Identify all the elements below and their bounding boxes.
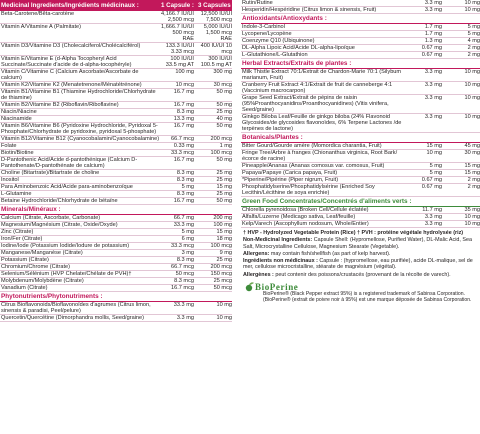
ingredient-row: [241, 163, 480, 170]
amount-1-capsule: 16.7 mg: [173, 102, 194, 108]
allergens-text: may contain fish/shellfish (as part of kelp harvest).: [270, 250, 391, 257]
amount-3-capsules: 2 mg: [467, 177, 480, 183]
amount-3-capsules: 30 mg: [464, 150, 480, 156]
amount-3-capsules: 50 mg: [216, 198, 232, 204]
amount-1-capsule: 8.3 mg: [176, 191, 194, 197]
amount-3-capsules: 1 mg: [219, 143, 232, 149]
amount-3-capsules: 2 mg: [467, 45, 480, 51]
ingredient-name: Manganese/Manganèse (Citrate): [1, 250, 83, 256]
amount-3-capsules: 50 mg: [216, 123, 232, 129]
ingredient-name: Vitamin B12/Vitamine B12 (Cyanocobalamin/Cyanocobalamine): [1, 136, 160, 142]
amount-3-capsules: 25 mg: [216, 191, 232, 197]
ingredient-row: [241, 31, 480, 38]
ingredient-name: Alfalfa/Luzerne (Medicago sativa, Leaf/feuille): [242, 214, 356, 220]
amount-3-capsules: 25 mg: [216, 109, 232, 115]
ingredient-name: Folate: [1, 143, 17, 149]
header-col2: 3 Capsules :: [198, 2, 235, 9]
ingredient-row: [0, 257, 232, 264]
amount-1-capsule: 100 IU/UI 33.5 mg AT: [165, 56, 194, 68]
ingredient-row: [241, 221, 480, 228]
header-col1: 1 Capsule :: [160, 2, 194, 9]
amount-3-capsules: 50 mg: [216, 102, 232, 108]
ingredient-name: Indole-3-Carbinol: [242, 24, 285, 30]
ingredient-row: [0, 264, 232, 271]
ingredient-row: [241, 82, 480, 95]
ingredient-row: [241, 52, 480, 59]
header-title: Medicinal Ingredients/Ingrédients médicinaux :: [1, 2, 139, 9]
ingredient-row: [241, 7, 480, 14]
ingredient-name: Milk Thistle Extract 70:1/Extrait de Chardon-Marie 70:1 (Silybum marianum, Fruit): [242, 69, 402, 81]
ingredient-row: [0, 215, 232, 222]
amount-3-capsules: 18 mg: [216, 236, 232, 242]
ingredient-row: [0, 315, 232, 322]
amount-3-capsules: 10 mg: [464, 221, 480, 227]
section-heading: Botanicals/Plantes :: [241, 133, 480, 143]
ingredient-name: D-Pantothenic Acid/Acide d-pantothénique (Calcium D-Pantothenate/D-pantothénate de calcium): [1, 157, 138, 169]
amount-1-capsule: 3 mg: [181, 250, 194, 256]
amount-1-capsule: 66.7 mcg: [170, 264, 194, 270]
pepper-leaf-icon: [243, 281, 255, 293]
ingredient-row: [241, 24, 480, 31]
ingredient-name: Selenium/Sélénium (HVP Chelate/Chélate de PVH)†: [1, 271, 132, 277]
hvp-footnote: † HVP - Hydrolyzed Vegetable Protein (Rice) † PVH : protéine végétale hydrolysée (riz): [243, 230, 464, 236]
amount-3-capsules: 25 mcg: [213, 278, 232, 284]
ingredient-row: [0, 157, 232, 170]
amount-3-capsules: 100 mg: [213, 222, 232, 228]
ingredient-row: [0, 236, 232, 243]
ingredient-row: [0, 184, 232, 191]
nmi-text: Capsule Shell: (Hypromellose, Purified Water), DL-Malic Acid, Sea Salt, Microcrystalline Cellulose, Magnesium Stearate (Vegetable).: [243, 237, 472, 250]
ingredient-row: [0, 177, 232, 184]
amount-1-capsule: 1.7 mg: [424, 24, 442, 30]
ingredient-name: Magnesium/Magnésium (Citrate, Oxide/Oxyde): [1, 222, 118, 228]
ingredient-name: *Piperine/Pipérine (Piper nigrum, Fruit): [242, 177, 339, 183]
allergens-fr-label: Allergènes :: [243, 271, 274, 278]
ingredient-name: Vitamin B6/Vitamine B6 (Pyridoxine Hydrochloride, Pyridoxal 5-Phosphate/Chlorhydrate de pyridoxine, pyridoxal 5-phosphate): [1, 123, 158, 135]
ingredient-name: Citrus Bioflavonoids/Bioflavonoïdes d'agrumes (Citrus limon, sinensis & paradisi, Peel/pelure): [1, 302, 151, 314]
amount-3-capsules: 400 IU/UI 10 mcg: [200, 43, 232, 55]
amount-1-capsule: 33.3 mcg: [170, 243, 194, 249]
ingredient-row: [0, 69, 232, 82]
amount-1-capsule: 1.3 mg: [424, 38, 442, 44]
amount-1-capsule: 3.3 mg: [424, 7, 442, 13]
amount-1-capsule: 3.3 mg: [424, 69, 442, 75]
amount-3-capsules: 10 mg: [464, 0, 480, 6]
ingredient-name: DL-Alpha Lipoic Acid/Acide DL-alpha-lipoïque: [242, 45, 355, 51]
amount-1-capsule: 8.3 mg: [176, 257, 194, 263]
table-header: [0, 0, 235, 11]
amount-1-capsule: 5 mg: [181, 184, 194, 190]
allergens-label: Allergens:: [243, 250, 270, 257]
amount-3-capsules: 100 mcg: [210, 243, 232, 249]
amount-3-capsules: 15 mg: [464, 163, 480, 169]
amount-3-capsules: 35 mg: [464, 207, 480, 213]
ingredient-name: Lycopene/Lycopène: [242, 31, 292, 37]
ingredient-row: [0, 198, 232, 205]
ingredient-name: Phosphatidylserine/Phosphatidylsérine (Enriched Soy Lecithin/Lécithine de soya enrichie): [242, 184, 375, 196]
amount-3-capsules: 200 mcg: [210, 136, 232, 142]
amount-1-capsule: 10 mcg: [175, 82, 194, 88]
ingredient-row: [0, 278, 232, 285]
section-heading: Minerals/Minéraux :: [0, 205, 232, 215]
ingredient-name: Quercetin/Quercétine (Dimorphandra mollis, Seed/graine): [1, 315, 145, 321]
amount-1-capsule: 50 mcg: [175, 271, 194, 277]
amount-1-capsule: 66.7 mcg: [170, 136, 194, 142]
ingredient-name: Kelp/Varech (Ascophyllum nodosum, Whole/Entier): [242, 221, 369, 227]
allergens-fr-text: peut contenir des poissons/crustacés (provenant de la récolte de varech).: [275, 271, 451, 278]
amount-1-capsule: 16.7 mg: [173, 157, 194, 163]
amount-3-capsules: 15 mg: [464, 170, 480, 176]
ingredient-row: [241, 143, 480, 150]
amount-3-capsules: 50 mcg: [213, 285, 232, 291]
inm-text: Capsule : (hypromellose, eau purifiée), acide DL-malique, sel de mer, cellulose microcristalline, stéarate de magnésium (végétal).: [243, 258, 473, 271]
amount-3-capsules: 25 mg: [216, 257, 232, 263]
amount-3-capsules: 12,500 IU/UI 7,500 mcg: [200, 11, 232, 23]
ingredient-name: Chromium/Chrome (Citrate): [1, 264, 71, 270]
ingredient-row: [0, 243, 232, 250]
amount-1-capsule: 16.7 mg: [173, 123, 194, 129]
ingredient-row: [0, 302, 232, 315]
ingredient-name: Fringe Tree/Arbre à franges (Chionanthus virginica, Root Bark/écorce de racine): [242, 150, 398, 162]
ingredient-name: Vitamin E/Vitamine E (d-Alpha Tocopheryl Acid Succinate/Succinate d'acide de d-alpha-tocophéryle): [1, 56, 132, 68]
amount-3-capsules: 300 IU/UI 100.5 mg AT: [200, 56, 232, 68]
amount-3-capsules: 2 mg: [467, 184, 480, 190]
amount-1-capsule: 33.3 mg: [173, 302, 194, 308]
allergens-fr: [241, 271, 480, 278]
amount-1-capsule: 3.3 mg: [176, 315, 194, 321]
amount-3-capsules: 50 mg: [216, 157, 232, 163]
ingredient-name: Biotin/Biotine: [1, 150, 34, 156]
amount-1-capsule: 5 mg: [181, 229, 194, 235]
amount-1-capsule: 100 mg: [175, 69, 194, 75]
amount-3-capsules: 10 mg: [464, 69, 480, 75]
ingredient-name: Molybdenum/Molybdène (Citrate): [1, 278, 84, 284]
amount-1-capsule: 4,166.7 IU/UI 2,500 mcg: [161, 11, 194, 23]
ingredient-name: Zinc (Citrate): [1, 229, 34, 235]
ingredient-name: Rutin/Rutine: [242, 0, 273, 6]
amount-3-capsules: 25 mg: [216, 177, 232, 183]
ingredient-name: Potassium (Citrate): [1, 257, 49, 263]
ingredient-name: Vitamin B1/Vitamine B1 (Thiamine Hydrochloride/Chlorhydrate de thiamine): [1, 89, 156, 101]
amount-1-capsule: 5 mg: [429, 163, 442, 169]
ingredient-row: [0, 56, 232, 69]
ingredient-row: [0, 136, 232, 143]
amount-1-capsule: 3.3 mg: [424, 214, 442, 220]
inm-label: Ingrédients non médicinaux :: [243, 258, 318, 265]
amount-3-capsules: 4 mg: [467, 38, 480, 44]
ingredient-row: [241, 114, 480, 133]
ingredient-name: Beta-Carotene/Bêta-carotène: [1, 11, 75, 17]
section-heading: Phytonutrients/Phytonutriments :: [0, 292, 232, 302]
amount-3-capsules: 100 mcg: [210, 150, 232, 156]
ingredient-row: [0, 229, 232, 236]
ingredient-name: Niacinamide: [1, 116, 32, 122]
section-heading: Herbal Extracts/Extraits de plantes :: [241, 59, 480, 69]
amount-1-capsule: 0.67 mg: [421, 52, 442, 58]
amount-1-capsule: 8.3 mg: [176, 177, 194, 183]
ingredient-name: Vitamin D3/Vitamine D3 (Cholecalciferol/Cholécalciférol): [1, 43, 141, 49]
ingredient-row: [241, 38, 480, 45]
ingredient-name: Vitamin K2/Vitamine K2 (Menatetrenone/Ménatétrénone): [1, 82, 142, 88]
amount-1-capsule: 3.3 mg: [424, 221, 442, 227]
ingredient-name: Iodine/Iode (Potassium Iodide/Iodure de potassium): [1, 243, 130, 249]
amount-3-capsules: 10 mg: [464, 214, 480, 220]
nmi-label: Non-Medicinal Ingredients:: [243, 237, 313, 244]
ingredients-non-medicinaux: [241, 257, 480, 271]
amount-3-capsules: 10 mg: [216, 315, 232, 321]
amount-1-capsule: 3.3 mg: [424, 114, 442, 120]
ingredient-name: Pineapple/Ananas (Ananas comosus var. comosus, Fruit): [242, 163, 385, 169]
amount-1-capsule: 8.3 mcg: [174, 278, 194, 284]
amount-1-capsule: 13.3 mg: [173, 116, 194, 122]
ingredient-row: [241, 95, 480, 114]
amount-1-capsule: 8.3 mg: [176, 109, 194, 115]
amount-1-capsule: 133.3 IU/UI 3.33 mcg: [165, 43, 194, 55]
amount-1-capsule: 66.7 mg: [173, 215, 194, 221]
ingredient-row: [0, 24, 232, 43]
ingredient-row: [0, 222, 232, 229]
amount-1-capsule: 3.3 mg: [424, 0, 442, 6]
ingredient-row: [0, 102, 232, 109]
amount-3-capsules: 10 mg: [464, 95, 480, 101]
amount-1-capsule: 11.7 mg: [422, 207, 442, 213]
section-heading: Green Food Concentrates/Concentrés d'aliments verts :: [241, 197, 480, 207]
ingredient-row: [241, 207, 480, 214]
ingredient-row: [0, 191, 232, 198]
ingredient-name: Ginkgo Biloba Leaf/Feuille de ginkgo biloba (24% Flavonoid Glycosides/de glycosides flavonoïdes, 6% Terpene Lactones /de terpènes de lactone): [242, 114, 402, 132]
amount-1-capsule: 5 mg: [429, 170, 442, 176]
ingredient-name: Grape Seed Extract/Extrait de pépins de raisin (95%Proanthocyanidins/Proanthocyanidines) (Vitis vinifera, Seed/graine): [242, 95, 389, 113]
amount-3-capsules: 5 mg: [467, 31, 480, 37]
amount-3-capsules: 25 mg: [216, 170, 232, 176]
ingredient-row: [0, 116, 232, 123]
amount-1-capsule: 3.3 mg: [424, 82, 442, 88]
left-column: [0, 0, 235, 322]
amount-1-capsule: 0.33 mg: [173, 143, 194, 149]
ingredient-row: [0, 11, 232, 24]
ingredient-row: [241, 170, 480, 177]
ingredient-name: Inositol: [1, 177, 19, 183]
amount-1-capsule: 8.3 mg: [176, 170, 194, 176]
ingredient-row: [0, 143, 232, 150]
ingredient-name: Vitamin A/Vitamine A (Palmitate): [1, 24, 82, 30]
ingredient-row: [0, 150, 232, 157]
amount-1-capsule: 0.67 mg: [421, 45, 442, 51]
allergens-en: [241, 250, 480, 257]
amount-1-capsule: 3.3 mg: [424, 95, 442, 101]
ingredient-row: [241, 177, 480, 184]
ingredient-name: L-Glutathione/L-Glutathion: [242, 52, 308, 58]
ingredient-name: Chlorella pyrenoidosa (Broken Cell/Cellule éclatée): [242, 207, 369, 213]
ingredient-row: [0, 89, 232, 102]
amount-3-capsules: 150 mcg: [210, 271, 232, 277]
ingredient-row: [0, 43, 232, 56]
amount-3-capsules: 30 mcg: [213, 82, 232, 88]
amount-3-capsules: 40 mg: [216, 116, 232, 122]
non-medicinal-ingredients: [241, 236, 480, 250]
ingredient-name: Vitamin C/Vitamine C (Calcium Ascorbate/Ascorbate de calcium): [1, 69, 139, 81]
amount-1-capsule: 16.7 mcg: [170, 285, 194, 291]
amount-3-capsules: 5,000 IU/UI 1,500 mcg RAE: [203, 24, 232, 42]
amount-1-capsule: 0.67 mg: [421, 177, 442, 183]
ingredient-name: Bitter Gourd/Gourde amère (Momordica charantia, Fruit): [242, 143, 382, 149]
amount-3-capsules: 45 mg: [464, 143, 480, 149]
left-table-body: [0, 11, 232, 322]
amount-1-capsule: 6 mg: [181, 236, 194, 242]
amount-3-capsules: 200 mg: [213, 215, 232, 221]
amount-3-capsules: 10 mg: [464, 7, 480, 13]
ingredient-row: [241, 69, 480, 82]
amount-1-capsule: 1.7 mg: [424, 31, 442, 37]
amount-3-capsules: 50 mg: [216, 89, 232, 95]
ingredient-name: Hesperidin/Hespéridine (Citrus limon & sinensis, Fruit): [242, 7, 377, 13]
amount-3-capsules: 9 mg: [219, 250, 232, 256]
ingredient-name: Para Aminobenzoic Acid/Acide para-aminobenzoïque: [1, 184, 133, 190]
right-column: [241, 0, 480, 303]
ingredient-name: Betaine Hydrochloride/Chlorhydrate de bétaïne: [1, 198, 118, 204]
amount-1-capsule: 1,666.7 IU/UI 500 mcg RAE: [161, 24, 194, 42]
ingredient-row: [241, 0, 480, 7]
amount-1-capsule: 15 mg: [426, 143, 442, 149]
amount-3-capsules: 300 mg: [213, 69, 232, 75]
ingredient-name: Vitamin B2/Vitamine B2 (Riboflavin/Riboflavine): [1, 102, 119, 108]
ingredient-row: [0, 170, 232, 177]
amount-3-capsules: 5 mg: [467, 24, 480, 30]
ingredient-name: Choline (Bitartrate)/Bitartrate de choline: [1, 170, 100, 176]
section-heading: Antioxidants/Antioxydants :: [241, 14, 480, 24]
ingredient-row: [0, 250, 232, 257]
ingredient-name: Papaya/Papaye (Carica papaya, Fruit): [242, 170, 338, 176]
ingredient-row: [0, 82, 232, 89]
ingredient-row: [241, 184, 480, 197]
right-table-body: [241, 0, 480, 228]
amount-1-capsule: 33.3 mcg: [170, 150, 194, 156]
amount-1-capsule: 0.67 mg: [421, 184, 442, 190]
ingredient-row: [241, 45, 480, 52]
ingredient-name: Vanadium (Citrate): [1, 285, 48, 291]
amount-1-capsule: 33.3 mg: [173, 222, 194, 228]
ingredient-name: Cranberry Fruit Extract 4:1/Extrait de fruit de canneberge 4:1 (Vaccinium macrocarpon): [242, 82, 393, 94]
amount-1-capsule: 16.7 mg: [173, 198, 194, 204]
ingredient-name: Iron/Fer (Citrate): [1, 236, 43, 242]
amount-3-capsules: 10 mg: [464, 114, 480, 120]
bioperine-wordmark: BioPerine: [255, 282, 299, 293]
ingredient-name: Niacin/Niacine: [1, 109, 37, 115]
ingredient-row: [0, 109, 232, 116]
amount-3-capsules: 15 mg: [216, 229, 232, 235]
amount-1-capsule: 16.7 mg: [173, 89, 194, 95]
ingredient-row: [241, 214, 480, 221]
ingredient-row: [241, 150, 480, 163]
bioperine-trademark-text: BioPerine® (Black Pepper extract 95%) is a registered trademark of Sabinsa Corporation. (BioPerine® (extrait de poivre noir à 95%) est une marque déposée de Sabinsa Corporation.: [263, 291, 472, 304]
amount-3-capsules: 10 mg: [464, 82, 480, 88]
ingredient-name: Calcium (Citrate, Ascorbate, Carbonate): [1, 215, 101, 221]
ingredient-name: Coenzyme Q10 (Ubiquinone): [242, 38, 315, 44]
amount-3-capsules: 15 mg: [216, 184, 232, 190]
amount-3-capsules: 10 mg: [216, 302, 232, 308]
amount-3-capsules: 2 mg: [467, 52, 480, 58]
ingredient-row: [0, 271, 232, 278]
ingredient-row: [0, 285, 232, 292]
ingredient-row: [0, 123, 232, 136]
ingredient-name: L-Glutamine: [1, 191, 32, 197]
amount-1-capsule: 10 mg: [426, 150, 442, 156]
amount-3-capsules: 200 mcg: [210, 264, 232, 270]
